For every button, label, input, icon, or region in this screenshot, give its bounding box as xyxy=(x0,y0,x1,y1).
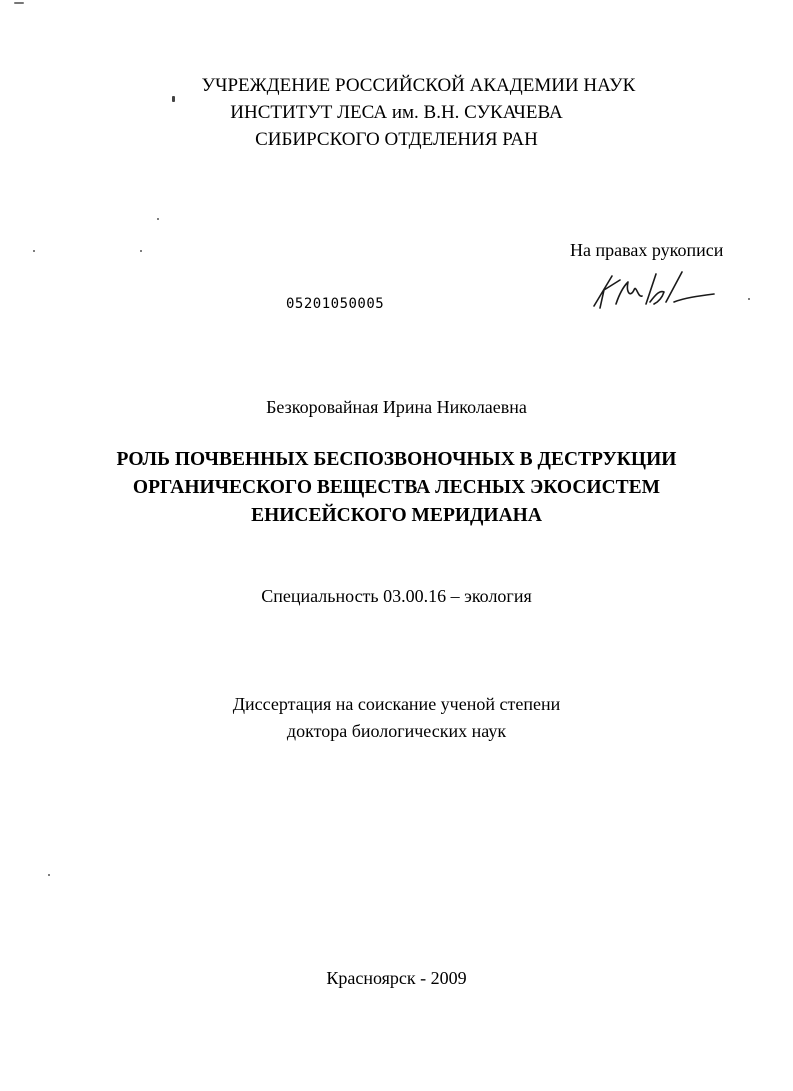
scan-speck xyxy=(172,96,175,102)
institution-line-3: СИБИРСКОГО ОТДЕЛЕНИЯ РАН xyxy=(255,129,538,150)
institution-line-1: УЧРЕЖДЕНИЕ РОССИЙСКОЙ АКАДЕМИИ НАУК xyxy=(201,75,636,96)
degree-line-1: Диссертация на соискание ученой степени xyxy=(232,694,561,714)
scan-speck xyxy=(140,250,142,252)
title-line-1: РОЛЬ ПОЧВЕННЫХ БЕСПОЗВОНОЧНЫХ В ДЕСТРУКЦИИ xyxy=(116,449,677,470)
signature-image xyxy=(590,268,720,314)
title-line-2: ОРГАНИЧЕСКОГО ВЕЩЕСТВА ЛЕСНЫХ ЭКОСИСТЕМ xyxy=(132,477,661,498)
place-and-year: Красноярск - 2009 xyxy=(326,968,467,988)
scan-speck xyxy=(748,298,750,300)
scan-speck xyxy=(14,2,24,4)
scan-speck xyxy=(33,250,35,252)
scan-speck xyxy=(48,874,50,876)
institution-line-2: ИНСТИТУТ ЛЕСА им. В.Н. СУКАЧЕВА xyxy=(230,102,563,123)
title-line-3: ЕНИСЕЙСКОГО МЕРИДИАНА xyxy=(251,505,542,526)
author-name: Безкоровайная Ирина Николаевна xyxy=(266,397,527,417)
manuscript-rights-note: На правах рукописи xyxy=(570,240,724,260)
library-stamp-number: 05201050005 xyxy=(286,296,385,312)
specialty-line: Специальность 03.00.16 – экология xyxy=(261,586,532,606)
scan-speck xyxy=(157,218,159,220)
degree-line-2: доктора биологических наук xyxy=(286,721,507,741)
